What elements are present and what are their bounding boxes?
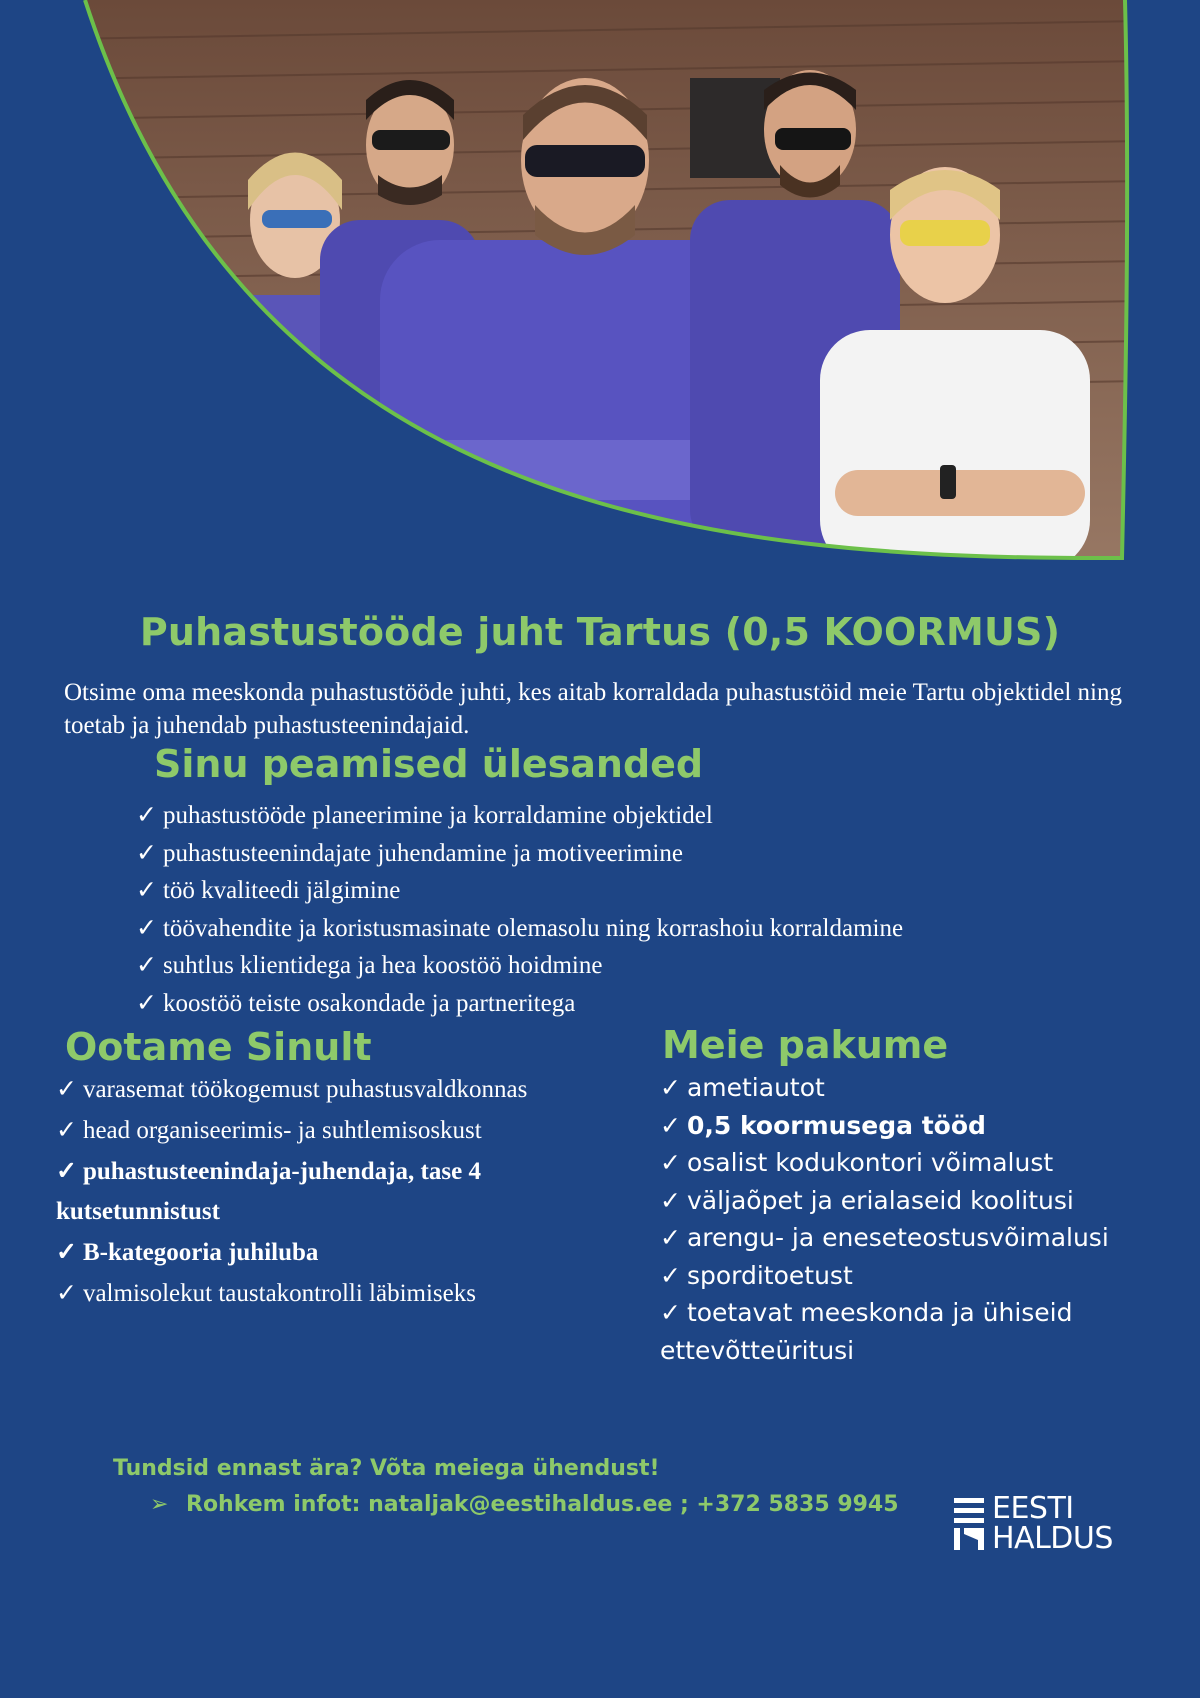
job-title: Puhastustööde juht Tartus (0,5 KOORMUS) [139, 610, 1061, 654]
contact-text[interactable]: Rohkem infot: nataljak@eestihaldus.ee ; +372 5835 9945 [186, 1492, 899, 1517]
expect-list [56, 1070, 596, 1315]
list-item: ✓ toetavat meeskonda ja ühiseid ettevõtteüritusi [660, 1298, 1073, 1365]
list-item: ✓ varasemat töökogemust puhastusvaldkonnas [56, 1076, 528, 1103]
check-icon: ✓ [136, 877, 157, 905]
check-icon: ✓ [136, 952, 157, 980]
list-item: ✓ head organiseerimis- ja suhtlemisoskust [56, 1117, 482, 1144]
check-icon: ✓ [136, 914, 157, 942]
list-item: ✓ töövahendite ja koristusmasinate olemasolu ning korrashoiu korraldamine [136, 914, 904, 942]
check-icon: ✓ [660, 1298, 681, 1327]
offer-list [660, 1069, 1180, 1369]
list-item: ✓ sporditoetust [660, 1260, 853, 1290]
tasks-heading: Sinu peamised ülesanded [154, 742, 704, 786]
list-item: ✓ arengu- ja eneseteostusvõimalusi [660, 1223, 1109, 1252]
call-to-action: Tundsid ennast ära? Võta meiega ühendust! [113, 1456, 660, 1481]
check-icon: ✓ [136, 802, 157, 829]
check-icon: ✓ [660, 1073, 681, 1102]
eesti-haldus-logo [952, 1491, 1132, 1556]
list-item: ✓ puhastustööde planeerimine ja korraldamine objektidel [136, 802, 713, 829]
check-icon: ✓ [56, 1158, 77, 1185]
list-item: ✓ osalist kodukontori võimalust [660, 1148, 1054, 1177]
check-icon: ✓ [660, 1260, 681, 1290]
check-icon: ✓ [136, 839, 157, 867]
logo-line1: EESTI [992, 1491, 1074, 1526]
list-item: ✓ töö kvaliteedi jälgimine [136, 877, 401, 905]
logo-mark-icon [952, 1496, 988, 1552]
list-item: ✓ puhastusteenindajate juhendamine ja motiveerimine [136, 839, 683, 867]
arrow-icon: ➢ [150, 1492, 169, 1517]
check-icon: ✓ [660, 1185, 681, 1215]
logo-line2: HALDUS [992, 1521, 1113, 1556]
check-icon: ✓ [56, 1076, 77, 1103]
offer-heading: Meie pakume [662, 1023, 949, 1067]
list-item: ✓ koostöö teiste osakondade ja partneritega [136, 989, 576, 1017]
list-item: ✓ valmisolekut taustakontrolli läbimiseks [56, 1280, 476, 1307]
list-item: ✓ puhastusteenindaja-juhendaja, tase 4 kutsetunnistust [56, 1158, 481, 1225]
list-item: ✓ väljaõpet ja erialaseid koolitusi [660, 1185, 1074, 1215]
list-item: ✓ suhtlus klientidega ja hea koostöö hoidmine [136, 952, 603, 980]
check-icon: ✓ [56, 1280, 77, 1307]
list-item: ✓ B-kategooria juhiluba [56, 1239, 319, 1266]
intro-text: Otsime oma meeskonda puhastustööde juhti, kes aitab korraldada puhastustöid meie Tartu objektidel ning toetab ja juhendab puhastusteenindajaid. [64, 679, 1122, 739]
list-item: ✓ 0,5 koormusega tööd [660, 1110, 986, 1140]
check-icon: ✓ [660, 1148, 681, 1177]
expect-heading: Ootame Sinult [65, 1025, 372, 1069]
tasks-list [136, 797, 1136, 1023]
check-icon: ✓ [660, 1110, 681, 1140]
check-icon: ✓ [660, 1223, 681, 1252]
contact-info [150, 1492, 899, 1517]
check-icon: ✓ [56, 1239, 77, 1266]
list-item: ✓ ametiautot [660, 1073, 825, 1102]
team-photo [0, 0, 1200, 600]
check-icon: ✓ [136, 989, 157, 1017]
check-icon: ✓ [56, 1117, 77, 1144]
